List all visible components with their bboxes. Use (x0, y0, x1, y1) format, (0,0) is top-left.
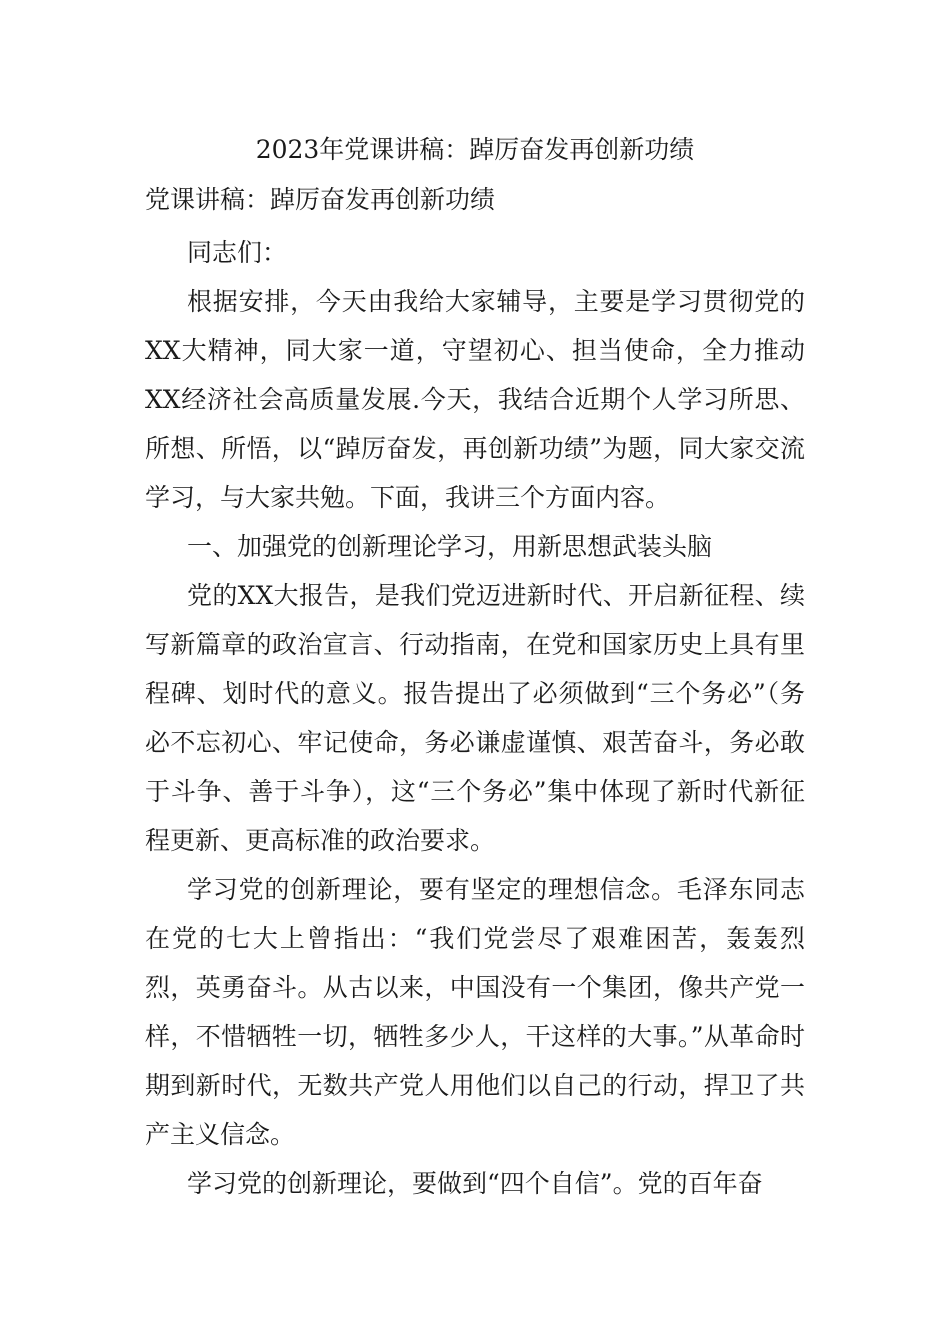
document-title: 2023年党课讲稿：踔厉奋发再创新功绩 (255, 135, 695, 164)
document-subtitle: 党课讲稿：踔厉奋发再创新功绩 (145, 185, 496, 214)
body-paragraph: 根据安排，今天由我给大家辅导，主要是学习贯彻党的XX大精神，同大家一道，守望初心、担当使命，全力推动XX经济社会高质量发展.今天，我结合近期个人学习所思、所想、所悟，以“踔厉奋发，再创新功绩”为题，同大家交流学习，与大家共勉。下面，我讲三个方面内容。 (145, 287, 805, 512)
section-heading: 一、加强党的创新理论学习，用新思想武装头脑 (187, 532, 713, 561)
body-paragraph: 党的XX大报告，是我们党迈进新时代、开启新征程、续写新篇章的政治宣言、行动指南，在党和国家历史上具有里程碑、划时代的意义。报告提出了必须做到“三个务必”（务必不忘初心、牢记使命，务必谦虚谨慎、艰苦奋斗，务必敢于斗争、善于斗争），这“三个务必”集中体现了新时代新征程更新、更高标准的政治要求。 (145, 581, 805, 855)
body-paragraph: 学习党的创新理论，要有坚定的理想信念。毛泽东同志在党的七大上曾指出：“我们党尝尽了艰难困苦，轰轰烈烈，英勇奋斗。从古以来，中国没有一个集团，像共产党一样，不惜牺牲一切，牺牲多少人，干这样的大事。”从革命时期到新时代，无数共产党人用他们以自己的行动，捍卫了共产主义信念。 (145, 875, 805, 1149)
body-paragraph: 学习党的创新理论，要做到“四个自信”。党的百年奋 (187, 1169, 763, 1198)
document-body (145, 228, 805, 1208)
salutation: 同志们： (187, 238, 288, 267)
